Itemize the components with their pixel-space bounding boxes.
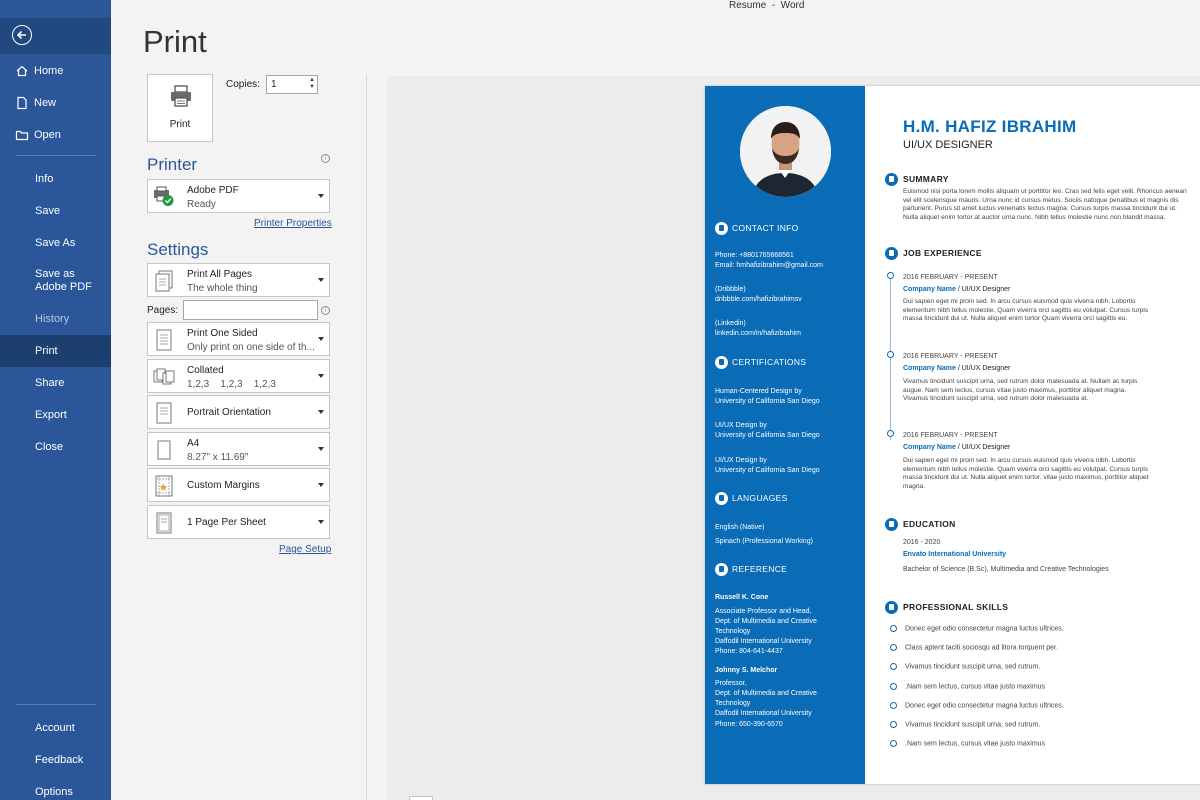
job-title: / UI/UX Designer	[955, 286, 1011, 293]
sidebar-item-info[interactable]	[0, 163, 111, 195]
timeline-dot	[887, 430, 894, 437]
settings-heading: Settings	[147, 240, 209, 259]
certifications-heading-text: CERTIFICATIONS	[732, 356, 807, 367]
sidebar-item-label: Home	[34, 65, 64, 77]
job-company-name: Company Name	[903, 286, 956, 293]
location-pin-icon	[885, 173, 898, 186]
print-range-value: Print All Pages	[187, 269, 253, 280]
reference-line: Daffodil International University	[715, 638, 812, 645]
sidebar-divider	[16, 704, 96, 705]
sidebar-item-feedback[interactable]	[0, 744, 111, 776]
contact-heading	[715, 222, 799, 235]
sidebar-item-account[interactable]	[0, 712, 111, 744]
resume-name: H.M. HAFIZ IBRAHIM	[903, 117, 1077, 136]
sidebar-item-open[interactable]	[0, 119, 111, 151]
sides-value: Print One Sided	[187, 328, 258, 339]
education-heading	[885, 518, 956, 531]
skill-item: .Nam sem lectus, cursus vitae justo maximus	[890, 740, 1045, 747]
chevron-down-icon	[318, 374, 324, 378]
printer-name: Adobe PDF	[187, 185, 239, 196]
sidebar-item-home[interactable]	[0, 55, 111, 87]
back-button[interactable]	[0, 18, 111, 54]
print-range-select[interactable]	[147, 263, 330, 297]
sidebar-item-label: New	[34, 97, 57, 109]
experience-timeline	[890, 276, 891, 440]
education-school: Envato International University	[903, 551, 1007, 558]
sidebar-item-label: Print	[35, 345, 58, 357]
portrait-page-icon	[153, 401, 175, 425]
new-document-icon	[15, 96, 29, 110]
graduation-cap-icon	[885, 518, 898, 531]
reference-line: Associate Professor and Head,	[715, 608, 812, 615]
reference-heading-text: REFERENCE	[732, 563, 788, 574]
skill-item: .Nam sem lectus, cursus vitae justo maximus	[890, 683, 1045, 690]
skills-heading-text: PROFESSIONAL SKILLS	[903, 601, 1009, 612]
resume-role: UI/UX DESIGNER	[903, 139, 993, 151]
reference-name: Russell K. Cone	[715, 594, 769, 601]
copies-stepper[interactable]	[266, 75, 318, 94]
sidebar-item-save-as[interactable]	[0, 227, 111, 259]
backstage-sidebar	[0, 0, 111, 800]
sidebar-item-label: Info	[35, 173, 54, 185]
sidebar-item-export[interactable]	[0, 399, 111, 431]
job-company	[903, 365, 1010, 372]
sidebar-item-new[interactable]	[0, 87, 111, 119]
reference-line: Dept. of Multimedia and Creative	[715, 690, 817, 697]
contact-heading-text: CONTACT INFO	[732, 222, 799, 233]
sidebar-item-label: Options	[35, 786, 73, 798]
printer-icon	[169, 84, 193, 108]
print-button-label: Print	[169, 119, 191, 130]
skills-heading	[885, 601, 1008, 614]
chevron-down-icon	[318, 337, 324, 341]
globe-icon	[715, 492, 728, 505]
orientation-value: Portrait Orientation	[187, 407, 271, 418]
profile-photo	[740, 106, 831, 197]
sidebar-item-close[interactable]	[0, 431, 111, 463]
job-company-name: Company Name	[903, 365, 956, 372]
sidebar-item-label: Feedback	[35, 754, 84, 766]
job-description: Dui sapien eget mi proin sed. In arcu cursus euismod quis viverra nibh. Lobortis elementum nibh tellus molestie. Quam viverra orci sagittis eu volutpat. Cursus turpis massa tincidunt dui ut. Nulla aliquet enim tortor Quam viverra orci sagittis eu.	[903, 298, 1149, 323]
sidebar-item-history	[0, 303, 111, 335]
reference-line: Phone: 650-390-6570	[715, 721, 783, 728]
printer-select[interactable]	[147, 179, 330, 213]
pages-input[interactable]	[183, 300, 318, 320]
cert-org: University of California San Diego	[715, 398, 820, 405]
reference-heading	[715, 563, 787, 576]
chevron-down-icon	[318, 410, 324, 414]
contact-dribbble-url: dribbble.com/hafizibrahimsv	[715, 296, 802, 303]
skill-item: Class aptent taciti sociosqu ad litora torquent per.	[890, 644, 1058, 651]
sidebar-divider	[16, 155, 96, 156]
sidebar-item-save-as-adobe-pdf[interactable]	[0, 264, 100, 300]
job-description: Vivamus tincidunt suscipit urna, sed rutrum dolor malesuada at. Nullam ac turpis augue. Nam sem lectus, cursus vitae justo maximus, porttitor aliquet magna. Vivamus tincidunt suscipit urna, sed rutrum dolor malesuada at.	[903, 378, 1138, 403]
skill-item: Vivamus tincidunt suscipit urna, sed rutrum.	[890, 721, 1040, 728]
info-icon[interactable]: i	[321, 154, 330, 163]
sidebar-item-label: Export	[35, 409, 67, 421]
certificate-icon	[715, 356, 728, 369]
margins-select[interactable]	[147, 468, 330, 502]
contact-icon	[715, 222, 728, 235]
summary-heading	[885, 173, 949, 186]
collation-value: Collated	[187, 365, 224, 376]
sidebar-item-label: Open	[34, 129, 61, 141]
paper-size-value: A4	[187, 438, 200, 449]
experience-heading-text: JOB EXPERIENCE	[903, 247, 982, 258]
education-years: 2016 - 2020	[903, 539, 941, 546]
copies-value: 1	[271, 79, 277, 90]
pages-per-sheet-value: 1 Page Per Sheet	[187, 517, 266, 528]
education-heading-text: EDUCATION	[903, 518, 956, 529]
sidebar-item-label: Save As	[35, 237, 76, 249]
spin-arrows-icon[interactable]: ▲ ▼	[309, 77, 315, 90]
job-company	[903, 286, 1010, 293]
cert-title: UI/UX Design by	[715, 457, 767, 464]
reference-line: Technology	[715, 628, 751, 635]
window-title: Resume - Word	[729, 0, 805, 11]
page-setup-link[interactable]: Page Setup	[279, 544, 332, 555]
reference-line: Daffodil International University	[715, 710, 812, 717]
reference-line: Professor,	[715, 680, 747, 687]
job-description: Dui sapien eget mi proin sed. In arcu cursus euismod quis viverra nibh. Lobortis elementum nibh tellus molestie. Quam viverra orci sagittis eu volutpat. Cursus turpis massa tincidunt dui ut. Nulla aliquet enim tortor. vitae justo maximus, porttitor aliquet magna.	[903, 457, 1149, 491]
sidebar-item-label: Share	[35, 377, 65, 389]
job-date: 2016 FEBRUARY - PRESENT	[903, 353, 998, 360]
cert-org: University of California San Diego	[715, 467, 820, 474]
collation-select[interactable]	[147, 359, 330, 393]
job-title: / UI/UX Designer	[955, 365, 1011, 372]
certifications-heading	[715, 356, 806, 369]
page-navigator[interactable]	[409, 796, 433, 800]
sides-desc: Only print on one side of th...	[187, 342, 315, 353]
margins-value: Custom Margins	[187, 480, 260, 491]
pages-label: Pages:	[147, 305, 179, 316]
reference-name: Johnny S. Melchor	[715, 667, 778, 674]
info-icon[interactable]: i	[321, 306, 330, 315]
lock-icon	[715, 563, 728, 576]
contact-phone: Phone: +8801765668561	[715, 252, 794, 259]
job-company	[903, 444, 1010, 451]
sidebar-item-print[interactable]	[0, 335, 111, 367]
summary-text: Euismod nisi porta lorem mollis aliquam ut porttitor leo. Cras sed felis eget velit. Rhoncus aenean vel elit scelerisque mauris. Urna nunc id cursus metus. Sociis natoque penatibus et magnis dis parturient. Purus sit amet luctus venenatis lectus magna. Cursus turpis massa tincidunt dui ut. Nulla aliquet enim tortor at auctor urna nunc. Nibh tellus molestie nunc non blandit massa.	[903, 188, 1187, 222]
printer-ready-icon	[153, 185, 175, 209]
sidebar-item-options[interactable]	[0, 776, 111, 800]
resume-left-column	[705, 86, 865, 784]
back-arrow-icon	[12, 25, 32, 45]
home-icon	[15, 64, 29, 78]
cert-title: Human-Centered Design by	[715, 388, 802, 395]
timeline-dot	[887, 272, 894, 279]
chevron-down-icon	[318, 447, 324, 451]
print-range-desc: The whole thing	[187, 283, 258, 294]
folder-icon	[15, 128, 29, 142]
paper-size-icon	[153, 438, 175, 462]
printer-heading: Printer	[147, 155, 198, 174]
contact-email: Email: hmhafizibrahim@gmail.com	[715, 262, 823, 269]
paper-size-select[interactable]	[147, 432, 330, 466]
sidebar-item-label: Close	[35, 441, 64, 453]
page-title: Print	[143, 24, 207, 59]
sidebar-item-label: Account	[35, 722, 75, 734]
skill-item: Donec eget odio consectetur magna luctus ultrices.	[890, 702, 1064, 709]
contact-linkedin-label: (Linkedin)	[715, 320, 746, 327]
chevron-down-icon	[318, 483, 324, 487]
language-item: Spinach (Professional Working)	[715, 538, 813, 545]
job-company-name: Company Name	[903, 444, 956, 451]
timeline-dot	[887, 351, 894, 358]
job-date: 2016 FEBRUARY - PRESENT	[903, 274, 998, 281]
copies-label: Copies:	[226, 79, 260, 90]
cert-org: University of California San Diego	[715, 432, 820, 439]
orientation-select[interactable]	[147, 395, 330, 429]
language-item: English (Native)	[715, 524, 765, 531]
one-sided-page-icon	[153, 328, 175, 352]
contact-linkedin-url: linkedin.com/in/hafizibrahim	[715, 330, 801, 337]
chevron-down-icon	[318, 194, 324, 198]
experience-heading	[885, 247, 982, 260]
sidebar-item-label: Save as Adobe PDF	[35, 268, 92, 293]
collated-pages-icon	[153, 365, 175, 389]
sidebar-item-label: History	[35, 313, 70, 325]
page-per-sheet-icon	[153, 511, 175, 535]
print-button[interactable]	[147, 74, 213, 142]
printer-status: Ready	[187, 199, 216, 210]
summary-heading-text: SUMMARY	[903, 173, 949, 184]
chevron-down-icon	[318, 520, 324, 524]
pages-stack-icon	[153, 269, 175, 293]
reference-line: Phone: 804-641-4437	[715, 648, 783, 655]
job-title: / UI/UX Designer	[955, 444, 1011, 451]
sidebar-item-share[interactable]	[0, 367, 111, 399]
skill-item: Donec eget odio consectetur magna luctus ultrices.	[890, 625, 1064, 632]
sidebar-item-label: Save	[35, 205, 61, 217]
skill-item: Vivamus tincidunt suscipit urna, sed rutrum.	[890, 663, 1040, 670]
print-pane	[111, 0, 1200, 800]
education-degree: Bachelor of Science (B.Sc), Multimedia and Creative Technologies	[903, 566, 1109, 573]
briefcase-icon	[885, 247, 898, 260]
paper-size-desc: 8.27" x 11.69"	[187, 452, 249, 463]
document-preview[interactable]	[705, 86, 1200, 784]
reference-line: Technology	[715, 700, 751, 707]
cert-title: UI/UX Design by	[715, 422, 767, 429]
printer-properties-link[interactable]: Printer Properties	[254, 218, 332, 229]
contact-dribbble-label: (Dribbble)	[715, 286, 746, 293]
job-date: 2016 FEBRUARY - PRESENT	[903, 432, 998, 439]
chevron-down-icon	[318, 278, 324, 282]
reference-line: Dept. of Multimedia and Creative	[715, 618, 817, 625]
pane-divider	[366, 74, 367, 800]
sidebar-item-save[interactable]	[0, 195, 111, 227]
languages-heading-text: LANGUAGES	[732, 492, 788, 503]
collation-desc: 1,2,3 1,2,3 1,2,3	[187, 379, 276, 390]
pages-per-sheet-select[interactable]	[147, 505, 330, 539]
margins-icon	[153, 474, 175, 498]
heart-icon	[885, 601, 898, 614]
languages-heading	[715, 492, 788, 505]
sides-select[interactable]	[147, 322, 330, 356]
